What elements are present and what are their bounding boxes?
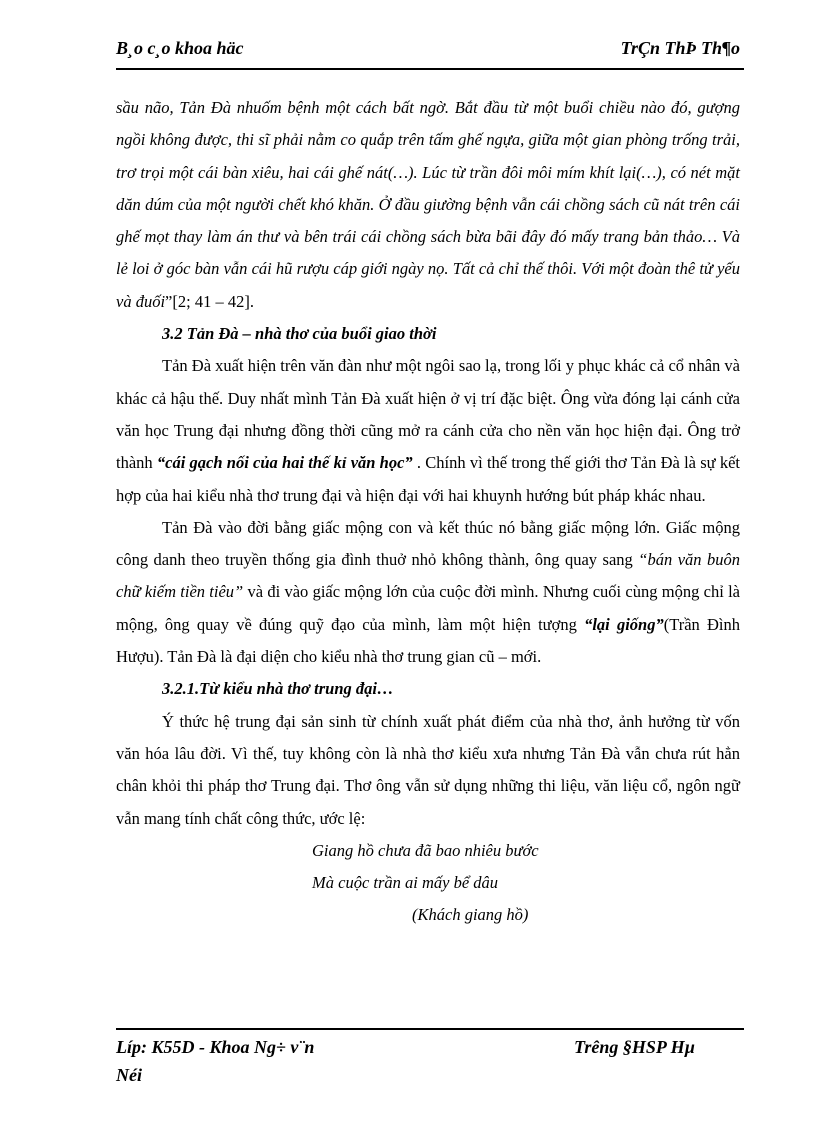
header-author: TrÇn ThÞ Th¶o [620, 38, 740, 58]
footer-left-line-2: Néi [116, 1065, 142, 1085]
paragraph-2-text-b: và đi vào giấc mộng lớn của cuộc đời mình. Nhưng cuối cùng mộng chỉ là mộng, ông quay về đúng quỹ đạo của mình, làm một hiện tượng [116, 582, 740, 634]
quote-paragraph [116, 92, 740, 318]
paragraph-2-text-a: Tản Đà vào đời bằng giấc mộng con và kết thúc nó bằng giấc mộng lớn. Giấc mộng công danh theo truyền thống gia đình thuở nhỏ không thành, ông quay sang [116, 517, 740, 570]
footer-rule [116, 1028, 744, 1030]
paragraph-1-emphasis: “cái gạch nối của hai thế kỉ văn học” [156, 453, 413, 473]
paragraph-2-quote: “bán văn buôn chữ kiếm tiền tiêu” [116, 550, 741, 602]
footer-left-line-1: Líp: K55D - Khoa Ng÷ v¨n [116, 1037, 315, 1057]
paragraph-2 [116, 512, 740, 673]
quote-text: sầu não, Tản Đà nhuốm bệnh một cách bất ngờ. Bắt đầu từ một buổi chiều nào đó, gượng ngồi không được, thi sĩ phải nằm co quắp trên tấm ghế ngựa, giữa một gian phòng trống trải, trơ trọi một cái bàn xiêu, hai cái ghế nát(…). Lúc từ trần đôi môi mím khít lại(…), có nét mặt dăn dúm của một người chết khó khăn. Ở đầu giường bệnh vẫn cái chồng sách cũ nát trên cái ghế mọt thay làm án thư và bên trái cái chồng sách bừa bãi đây đó mấy trang bản thảo… Và lẻ loi ở góc bàn vẫn cái hũ rượu cáp giới ngày nọ. Tất cả chỉ thế thôi. Với một đoàn thê tử yếu và đuối [116, 98, 740, 311]
paragraph-1 [116, 350, 740, 511]
paragraph-2-emphasis: “lại giống” [584, 614, 664, 634]
footer-university: Trêng §HSP Hµ [574, 1037, 696, 1057]
section-heading-3-2: 3.2 Tản Đà – nhà thơ của buổi giao thời [162, 324, 437, 344]
poem-line-2: Mà cuộc trần ai mấy bể dâu [312, 873, 499, 893]
poem-source: (Khách giang hồ) [412, 905, 529, 925]
paragraph-2-text-c: (Trần Đình Hượu). Tản Đà là đại diện cho kiểu nhà thơ trung gian cũ – mới. [116, 614, 741, 667]
page-header [116, 38, 744, 66]
paragraph-3: Ý thức hệ trung đại sản sinh từ chính xuất phát điểm của nhà thơ, ảnh hưởng từ vốn văn hóa lâu đời. Vì thế, tuy không còn là nhà thơ kiểu xưa nhưng Tản Đà vẫn chưa rút hẳn chân khỏi thi pháp thơ Trung đại. Thơ ông vẫn sử dụng những thi liệu, văn liệu cổ, ngôn ngữ vẫn mang tính chất công thức, ước lệ: [116, 711, 740, 828]
header-report-title: B¸o c¸o khoa häc [116, 38, 244, 58]
document-body [116, 92, 740, 932]
poem-line-1: Giang hồ chưa đã bao nhiêu bước [312, 840, 539, 860]
header-rule [116, 68, 744, 70]
paragraph-1-text-b: . Chính vì thế trong thế giới thơ Tản Đà là sự kết hợp của hai kiểu nhà thơ trung đại và hiện đại với hai khuynh hướng bút pháp khác nhau. [116, 453, 740, 505]
section-heading-3-2-1: 3.2.1.Từ kiểu nhà thơ trung đại… [162, 679, 394, 699]
quote-citation: ”[2; 41 – 42]. [165, 291, 254, 311]
footer-class-faculty [116, 1033, 376, 1089]
paragraph-1-text-a: Tản Đà xuất hiện trên văn đàn như một ngôi sao lạ, trong lối y phục khác cả cổ nhân và khác cả hậu thế. Duy nhất mình Tản Đà xuất hiện ở vị trí đặc biệt. Ông vừa đóng lại cánh cửa văn học Trung đại nhưng đồng thời cũng mở ra cánh cửa cho nền văn học hiện đại. Ông trở thành [116, 356, 740, 473]
